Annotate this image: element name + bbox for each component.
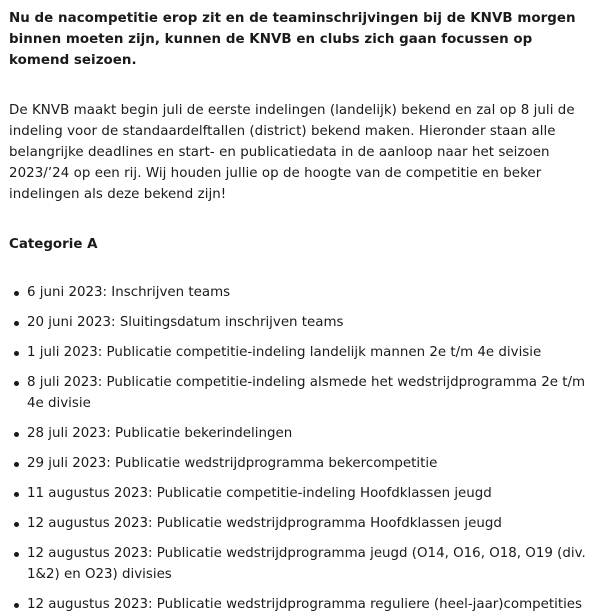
bullet-icon (14, 492, 19, 497)
list-item-text: 12 augustus 2023: Publicatie wedstrijdprogramma Hoofdklassen jeugd (27, 516, 502, 531)
list-item (9, 423, 595, 444)
list-item-text: 20 juni 2023: Sluitingsdatum inschrijven teams (27, 315, 344, 330)
deadline-list (9, 282, 595, 615)
body-paragraph: De KNVB maakt begin juli de eerste indelingen (landelijk) bekend en zal op 8 juli de indeling voor de standaardelftallen (district) bekend maken. Hieronder staan alle belangrijke deadlines en start- en publicatiedata in de aanloop naar het seizoen 2023/’24 op een rij. Wij houden jullie op de hoogte van de competitie en beker indelingen als deze bekend zijn! (9, 103, 575, 202)
list-item (9, 513, 595, 534)
list-item-text: 1 juli 2023: Publicatie competitie-indeling landelijk mannen 2e t/m 4e divisie (27, 345, 542, 360)
bullet-icon (14, 522, 19, 527)
bullet-icon (14, 381, 19, 386)
list-item (9, 453, 595, 474)
bullet-icon (14, 552, 19, 557)
list-item (9, 372, 595, 414)
list-item-text: 12 augustus 2023: Publicatie wedstrijdprogramma jeugd (O14, O16, O18, O19 (div. 1&2) en O23) divisies (27, 546, 586, 582)
bullet-icon (14, 351, 19, 356)
list-item-text: 28 juli 2023: Publicatie bekerindelingen (27, 426, 293, 441)
list-item-text: 6 juni 2023: Inschrijven teams (27, 285, 231, 300)
list-item-text: 12 augustus 2023: Publicatie wedstrijdprogramma reguliere (heel-jaar)competities (27, 597, 583, 612)
list-item (9, 282, 595, 303)
bullet-icon (14, 432, 19, 437)
list-item (9, 312, 595, 333)
bullet-icon (14, 291, 19, 296)
intro-paragraph: Nu de nacompetitie erop zit en de teaminschrijvingen bij de KNVB morgen binnen moeten zijn, kunnen de KNVB en clubs zich gaan focussen op komend seizoen. (9, 11, 576, 68)
list-item (9, 483, 595, 504)
bullet-icon (14, 603, 19, 608)
list-item (9, 543, 595, 585)
list-item-text: 8 juli 2023: Publicatie competitie-indeling alsmede het wedstrijdprogramma 2e t/m 4e divisie (27, 375, 586, 411)
list-item (9, 594, 595, 615)
list-item (9, 342, 595, 363)
bullet-icon (14, 462, 19, 467)
list-item-text: 11 augustus 2023: Publicatie competitie-indeling Hoofdklassen jeugd (27, 486, 492, 501)
bullet-icon (14, 321, 19, 326)
section-heading: Categorie A (9, 237, 98, 252)
list-item-text: 29 juli 2023: Publicatie wedstrijdprogramma bekercompetitie (27, 456, 438, 471)
